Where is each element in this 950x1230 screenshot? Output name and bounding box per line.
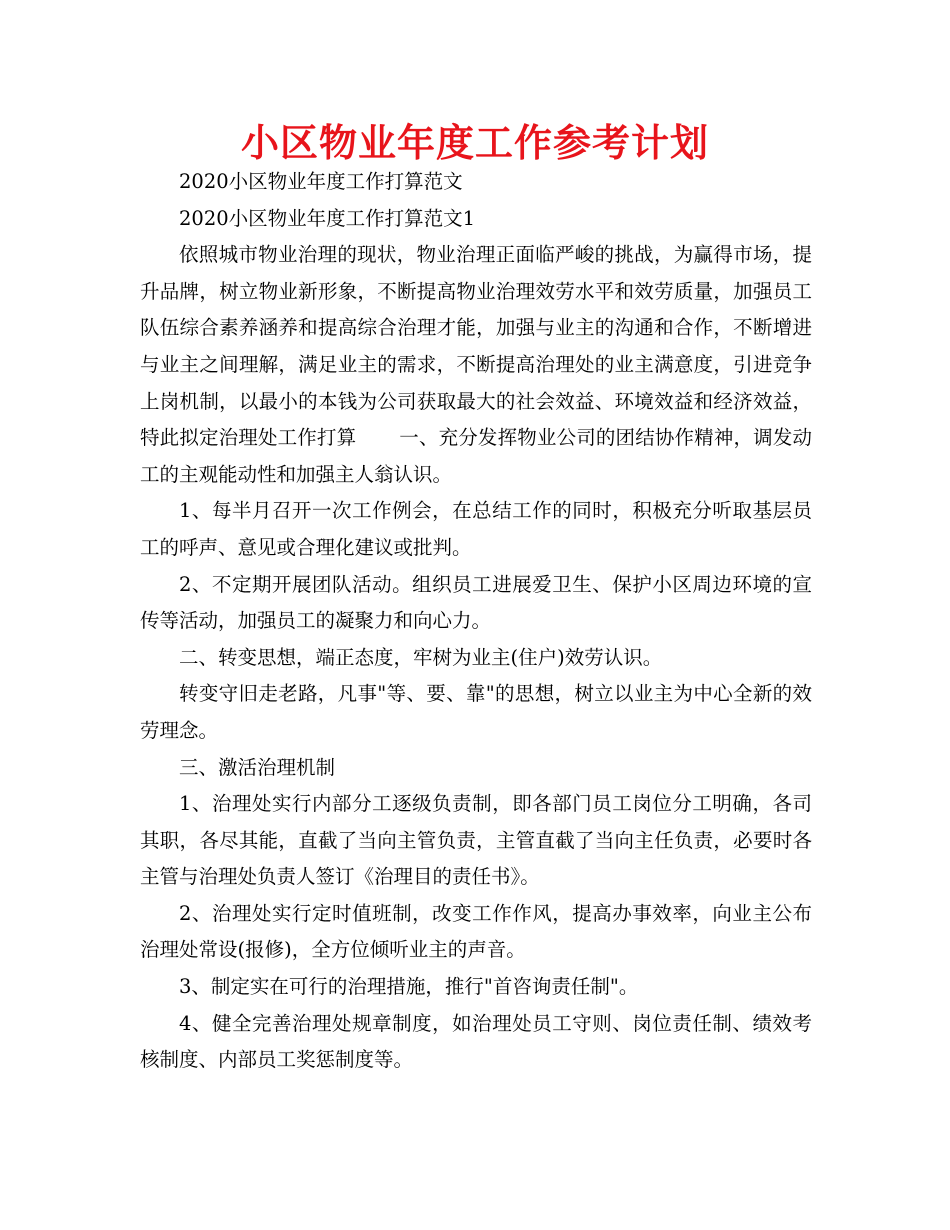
list-item-1-1: 1、每半月召开一次工作例会，在总结工作的同时，积极充分听取基层员工的呼声、意见或合理化建议或批判。: [140, 499, 812, 559]
section-2-body: 转变守旧走老路，凡事"等、要、靠"的思想，树立以业主为中心全新的效劳理念。: [140, 682, 812, 742]
document-body: [140, 164, 812, 1079]
section-heading-3: 三、激活治理机制: [179, 755, 336, 779]
intro-paragraph: [140, 237, 812, 493]
list-item-1-2: 2、不定期开展团队活动。组织员工进展爱卫生、保护小区周边环境的宣传等活动，加强员工的凝聚力和向心力。: [140, 572, 812, 633]
section-heading-1: 一、充分发挥物业公司的团结协作精神，调发动工的主观能动性和加强主人翁认识。: [140, 426, 812, 486]
list-item-3-3: 3、制定实在可行的治理措施，推行"首咨询责任制"。: [179, 975, 639, 999]
subtitle-line-1: 2020小区物业年度工作打算范文: [179, 170, 463, 193]
document-title: 小区物业年度工作参考计划: [240, 121, 709, 165]
section-heading-2: 二、转变思想，端正态度，牢树为业主(住户)效劳认识。: [179, 645, 663, 669]
list-item-3-2: 2、治理处实行定时值班制，改变工作作风，提高办事效率，向业主公布治理处常设(报修)，全方位倾听业主的声音。: [140, 901, 812, 962]
list-item-3-1: 1、治理处实行内部分工逐级负责制，即各部门员工岗位分工明确，各司其职，各尽其能，直截了当向主管负责，主管直截了当向主任负责，必要时各主管与治理处负责人签订《治理目的责任书》。: [140, 792, 812, 889]
list-item-3-4: 4、健全完善治理处规章制度，如治理处员工守则、岗位责任制、绩效考核制度、内部员工奖惩制度等。: [140, 1011, 812, 1072]
intro-text: 依照城市物业治理的现状，物业治理正面临严峻的挑战，为赢得市场，提升品牌，树立物业新形象，不断提高物业治理效劳水平和效劳质量，加强员工队伍综合素养涵养和提高综合治理才能，加强与业主的沟通和合作，不断增进与业主之间理解，满足业主的需求，不断提高治理处的业主满意度，引进竞争上岗机制，以最小的本钱为公司获取最大的社会效益、环境效益和经济效益，特此拟定治理处工作打算: [140, 243, 812, 450]
subtitle-line-2: 2020小区物业年度工作打算范文1: [179, 206, 476, 230]
